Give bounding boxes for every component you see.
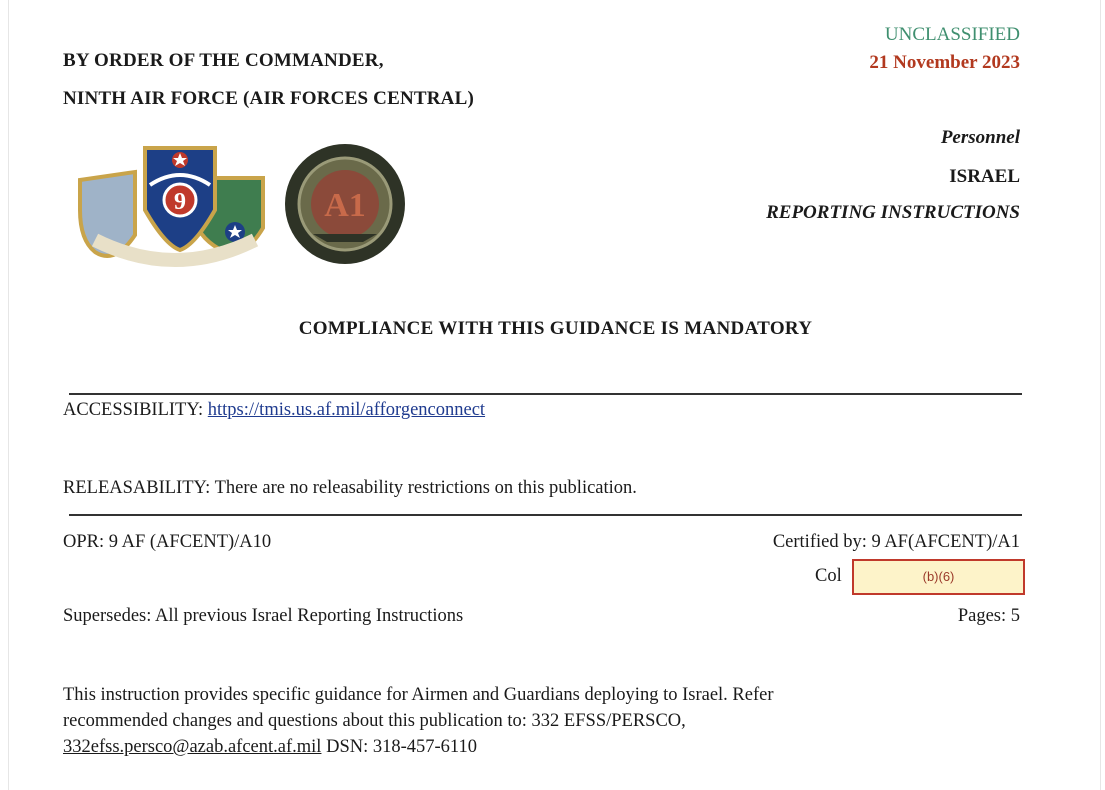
pages-count: Pages: 5 bbox=[957, 606, 1020, 626]
classification-marking: UNCLASSIFIED bbox=[884, 24, 1020, 45]
instruction-paragraph bbox=[63, 682, 963, 760]
instruction-line-1: This instruction provides specific guidance for Airmen and Guardians deploying to Israel. Refer bbox=[63, 685, 774, 705]
opr-line: OPR: 9 AF (AFCENT)/A10 bbox=[63, 532, 272, 552]
accessibility-row bbox=[63, 400, 485, 421]
divider-bottom bbox=[69, 514, 1022, 516]
patch-a1-text: A1 bbox=[324, 187, 366, 224]
instruction-line-3 bbox=[63, 734, 963, 760]
releasability-label: RELEASABILITY: bbox=[63, 478, 211, 498]
a1-circular-patch-emblem bbox=[283, 142, 407, 266]
certified-by-line: Certified by: 9 AF(AFCENT)/A1 bbox=[772, 532, 1020, 552]
releasability-text: There are no releasability restrictions on this publication. bbox=[214, 478, 637, 498]
accessibility-label: ACCESSIBILITY: bbox=[63, 400, 204, 420]
divider-top bbox=[69, 393, 1022, 395]
compliance-statement: COMPLIANCE WITH THIS GUIDANCE IS MANDATORY bbox=[298, 318, 813, 339]
accessibility-link[interactable]: https://tmis.us.af.mil/afforgenconnect bbox=[207, 400, 486, 420]
dsn-number: DSN: 318-457-6110 bbox=[321, 737, 477, 757]
ninth-air-force-shield-emblem bbox=[75, 140, 275, 280]
publication-date: 21 November 2023 bbox=[869, 52, 1020, 73]
instruction-line-2: recommended changes and questions about this publication to: 332 EFSS/PERSCO, bbox=[63, 711, 686, 731]
order-line-1: BY ORDER OF THE COMMANDER, bbox=[63, 50, 384, 71]
emblem-number-9: 9 bbox=[174, 189, 186, 215]
country-title: ISRAEL bbox=[949, 166, 1020, 187]
document-page bbox=[8, 0, 1101, 790]
order-line-2: NINTH AIR FORCE (AIR FORCES CENTRAL) bbox=[63, 88, 474, 109]
releasability-row bbox=[63, 478, 637, 499]
document-title: REPORTING INSTRUCTIONS bbox=[766, 202, 1020, 223]
contact-email-link[interactable]: 332efss.persco@azab.afcent.af.mil bbox=[63, 737, 322, 757]
certifier-rank: Col bbox=[815, 566, 842, 586]
redaction-box: (b)(6) bbox=[852, 559, 1025, 595]
supersedes-line: Supersedes: All previous Israel Reporting Instructions bbox=[63, 606, 464, 626]
category-label: Personnel bbox=[940, 127, 1020, 148]
